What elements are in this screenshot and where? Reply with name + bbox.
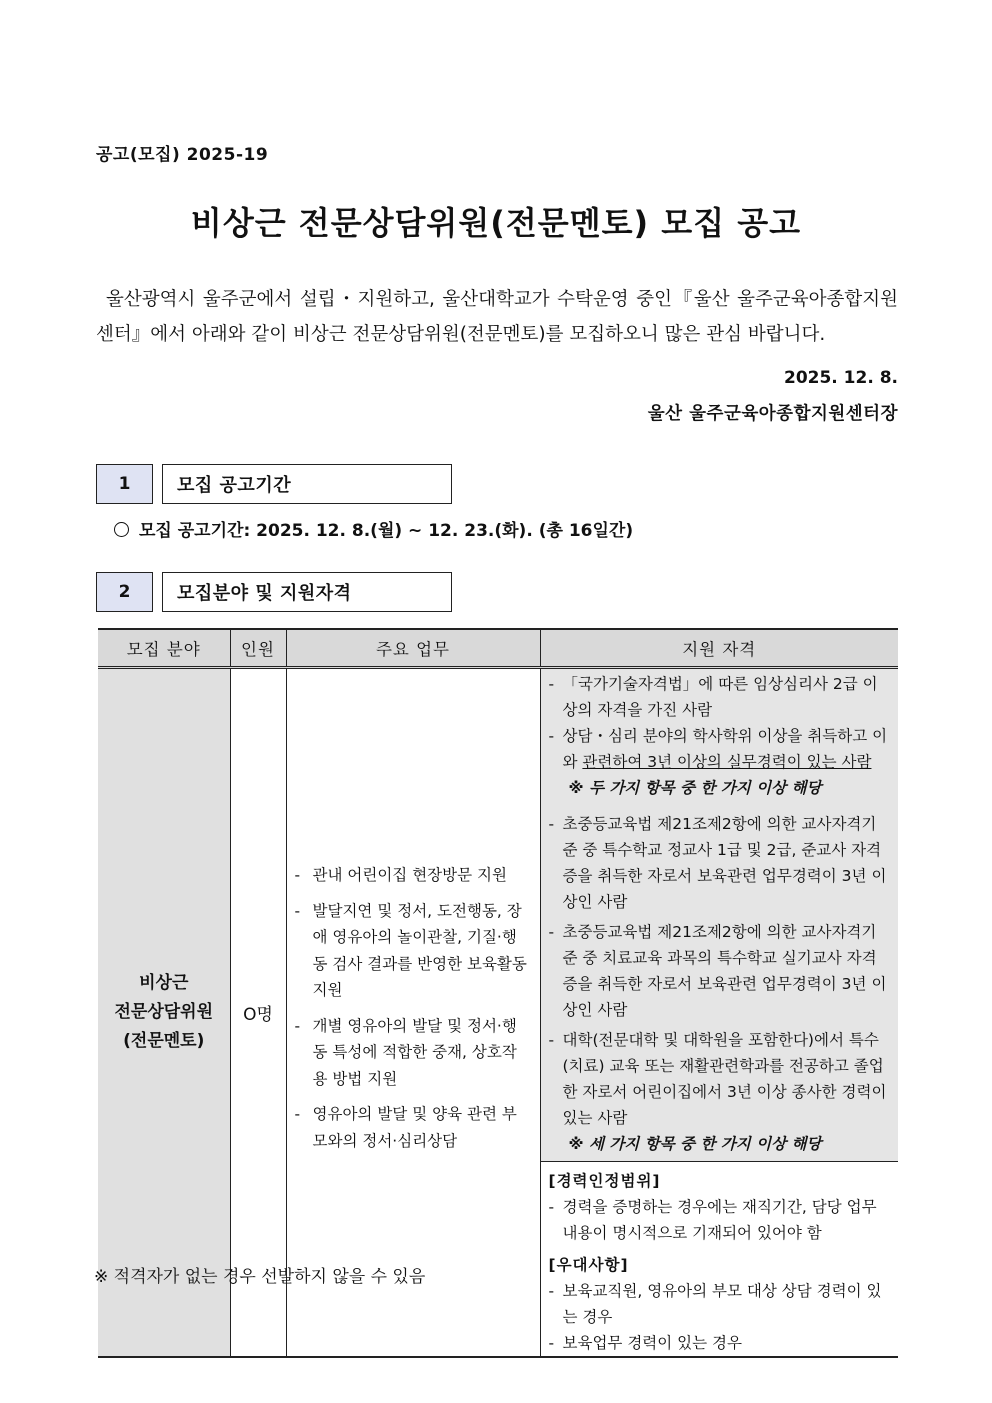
career-item: - 경력을 증명하는 경우에는 재직기간, 담당 업무 내용이 명시적으로 기재되어 있어야 함 [548, 1198, 877, 1242]
duty-item: - 발달지연 및 정서, 도전행동, 장애 영유아의 놀이관찰, 기질·행동 검사 결과를 반영한 보육활동 지원 [294, 901, 527, 999]
qualification-item: - 초중등교육법 제21조제2항에 의한 교사자격기준 중 특수학교 정교사 1급 및 2급, 준교사 자격증을 취득한 자로서 보육관련 업무경력이 3년 이상인 사람 [548, 815, 887, 911]
preference-item: - 보육교직원, 영유아의 부모 대상 상담 경력이 있는 경우 [548, 1282, 882, 1326]
notice-date: 2025. 12. 8. [783, 368, 898, 388]
duty-item: - 영유아의 발달 및 양육 관련 부모와의 정서·심리상담 [294, 1105, 517, 1150]
count-cell: O명 [230, 668, 286, 1358]
additional-conditions [541, 1161, 899, 1356]
qualifications-cell [540, 668, 898, 1358]
table-header-row [98, 629, 898, 668]
preference-heading: [우대사항] [548, 1256, 629, 1274]
header-qualifications: 지원 자격 [540, 629, 898, 668]
duty-item: - 개별 영유아의 발달 및 정서·행동 특성에 적합한 중재, 상호작용 방법 지원 [294, 1016, 517, 1088]
notice-number: 공고(모집) 2025-19 [96, 145, 269, 165]
preference-item: - 보육업무 경력이 있는 경우 [548, 1334, 742, 1352]
recruitment-period [114, 516, 633, 541]
duties-cell [286, 668, 540, 1358]
duty-item: - 관내 어린이집 현장방문 지원 [294, 866, 507, 884]
qualification-item: - 상담・심리 분야의 학사학위 이상을 취득하고 이와 관련하여 3년 이상의 실무경력이 있는 사람 [548, 727, 888, 771]
circle-bullet-icon [114, 522, 129, 537]
section-1-title: 모집 공고기간 [162, 464, 452, 504]
period-text: 모집 공고기간: 2025. 12. 8.(월) ~ 12. 23.(화). (총 16일간) [139, 521, 634, 541]
header-field: 모집 분야 [98, 629, 230, 668]
recruitment-table [98, 628, 898, 1358]
field-cell [98, 668, 230, 1358]
issuer: 울산 울주군육아종합지원센터장 [647, 404, 898, 424]
intro-paragraph: 울산광역시 울주군에서 설립・지원하고, 울산대학교가 수탁운영 중인『울산 울주군육아종합지원센터』에서 아래와 같이 비상근 전문상담위원(전문멘토)를 모집하오니 많은 관심 바랍니다. [96, 289, 898, 345]
qualification-note: ※ 세 가지 항목 중 한 가지 이상 해당 [568, 1135, 822, 1153]
qualification-requirements [541, 669, 899, 1161]
qualification-item: - 대학(전문대학 및 대학원을 포함한다)에서 특수(치료) 교육 또는 재활관련학과를 전공하고 졸업한 자로서 어린이집에서 3년 이상 종사한 경력이 있는 사람 [548, 1031, 887, 1127]
footnote: ※ 적격자가 없는 경우 선발하지 않을 수 있음 [94, 1267, 426, 1287]
qualification-item: - 초중등교육법 제21조제2항에 의한 교사자격기준 중 치료교육 과목의 특수학교 실기교사 자격증을 취득한 자로서 보육관련 업무경력이 3년 이상인 사람 [548, 923, 887, 1019]
qualification-note: ※ 두 가지 항목 중 한 가지 이상 해당 [568, 779, 822, 797]
header-count: 인원 [230, 629, 286, 668]
table-row [98, 668, 898, 1358]
section-2-number: 2 [96, 572, 153, 612]
career-heading: [경력인정범위] [548, 1172, 661, 1190]
section-1-number: 1 [96, 464, 153, 504]
page-title: 비상근 전문상담위원(전문멘토) 모집 공고 [190, 204, 802, 242]
field-line: 전문상담위원 [114, 1002, 214, 1022]
field-line: (전문멘토) [123, 1031, 205, 1051]
qualification-item: - 「국가기술자격법」에 따른 임상심리사 2급 이상의 자격을 가진 사람 [548, 675, 878, 719]
header-duties: 주요 업무 [286, 629, 540, 668]
field-line: 비상근 [139, 973, 189, 993]
section-2-title: 모집분야 및 지원자격 [162, 572, 452, 612]
